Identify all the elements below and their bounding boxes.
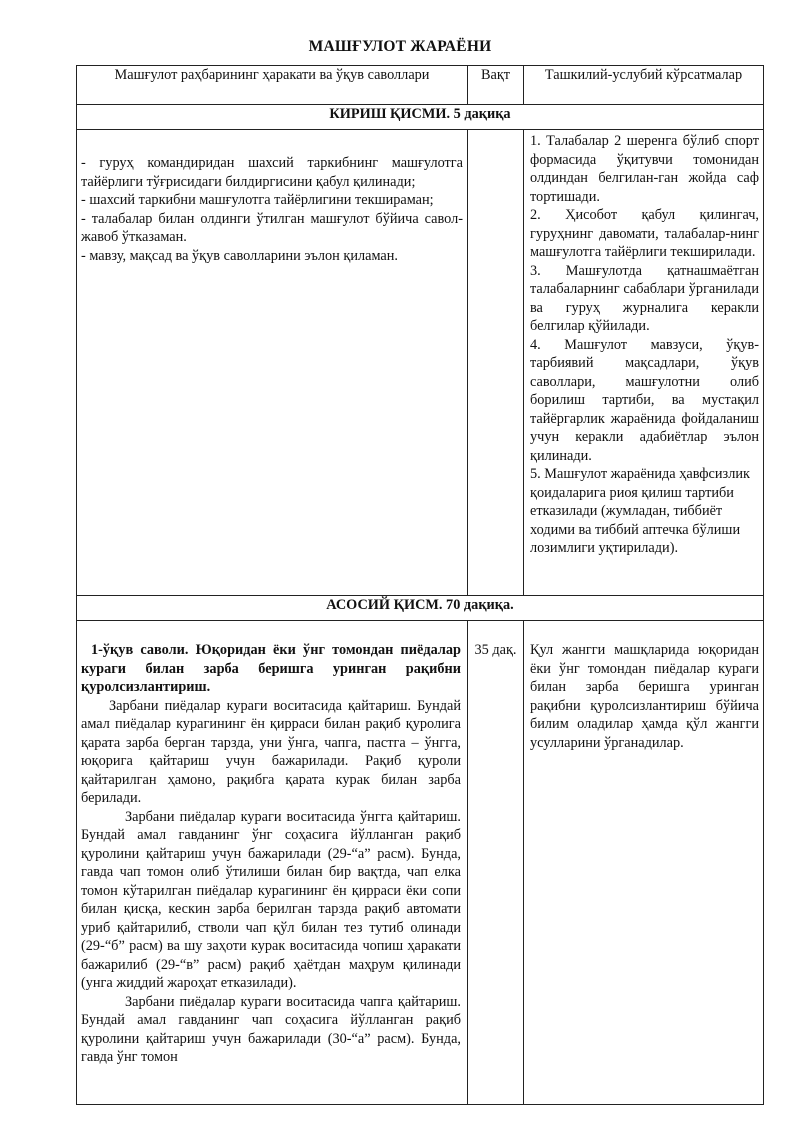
main-guidance-cell: [524, 621, 764, 1105]
section-intro-title: КИРИШ ҚИСМИ. 5 дақиқа: [77, 105, 764, 130]
intro-guidance-2: 2. Ҳисобот қабул қилингач, гуруҳнинг давомати, талабалар-нинг машғулотга тайёрлиги текширилади.: [530, 207, 759, 260]
lesson-table: [76, 65, 764, 1105]
section-intro-header: [77, 105, 764, 130]
main-content-cell: [77, 621, 468, 1105]
main-time-value: 35 дақ.: [474, 642, 517, 658]
header-guidance: Ташкилий-услубий кўрсатмалар: [524, 66, 764, 105]
intro-guidance-4: 4. Машғулот мавзуси, ўқув-тарбиявий мақсадлари, ўқув саволлари, машғулотни олиб борилиш тартиби, ва мустақил тайёргарлик жараёнида фойдаланиш учун керакли адабиётлар эълон қилинади.: [530, 336, 759, 464]
question-1-title: 1-ўқув саволи. Юқоридан ёки ўнг томондан пиёдалар кураги билан зарба беришга уринган рақибни қуролсизлантириш.: [81, 642, 461, 695]
intro-guidance-cell: [524, 130, 764, 596]
section-main-row: [77, 621, 764, 1105]
intro-action-4: - мавзу, мақсад ва ўқув саволларини эълон қиламан.: [81, 247, 399, 264]
intro-guidance-5: 5. Машғулот жараёнида ҳавфсизлик қоидаларига риоя қилиш тартиби етказилади (жумладан, тиббиёт ходими ва тиббий аптечка бўлиши лозимлиги уқтирилади).: [530, 466, 750, 556]
main-guidance-text: Қул жангги машқларида юқоридан ёки ўнг томондан пиёдалар кураги билан зарба беришга уринган рақибни қуролсизлантириш бўйича билим оладилар ҳамда қўл жангги усулларини ўрганадилар.: [530, 642, 759, 751]
header-time: Вақт: [468, 66, 524, 105]
header-actions: Машғулот раҳбарининг ҳаракати ва ўқув саволлари: [77, 66, 468, 105]
intro-action-2: - шахсий таркибни машғулотга тайёрлигини текшираман;: [81, 192, 434, 208]
intro-action-3: - талабалар билан олдинги ўтилган машғулот бўйича савол-жавоб ўтказаман.: [81, 210, 463, 245]
intro-time-cell: [468, 130, 524, 596]
main-time-cell: [468, 621, 524, 1105]
page-title: МАШҒУЛОТ ЖАРАЁНИ: [308, 38, 492, 55]
section-main-title: АСОСИЙ ҚИСМ. 70 дақиқа.: [77, 596, 764, 621]
main-paragraph-3: Зарбани пиёдалар кураги воситасида чапга қайтариш. Бундай амал гавданинг чап соҳасига йўлланган рақиб қуролини қайтариш учун бажарилади (30-“а” расм). Бунда, гавда ўнг томон: [81, 993, 461, 1065]
intro-guidance-1: 1. Талабалар 2 шеренга бўлиб спорт формасида ўқитувчи томонидан олдиндан белгилан-ган жойда саф тортишади.: [530, 133, 759, 205]
section-intro-row: [77, 130, 764, 596]
table-header-row: [77, 66, 764, 105]
main-paragraph-1: Зарбани пиёдалар кураги воситасида қайтариш. Бундай амал пиёдалар курагининг ён қирраси билан рақиб қуролига қарата зарба берган тарзда, уни ўнга, чапга, пастга – ўнгга, юқорига қайтариш учун бажарилади. Рақиб қуроли қайтарилган ҳамоно, рақибга қарата курак билан зарба берилади.: [81, 697, 461, 806]
main-paragraph-2: Зарбани пиёдалар кураги воситасида ўнгга қайтариш. Бундай амал гавданинг ўнг соҳасига йўлланган рақиб қуролини қайтариш учун бажарилади (29-“а” расм). Бунда, гавда чап томон олиб ўтилиши билан бир вақтда, чап елка томон кўтарилган пиёдалар курагининг ён қирраси ёки сопи билан қисқа, кескин зарба берилган тарзда рақиб автомати уриб қайтарилиб, стволи чап қўл билан тез тутиб олинади (29-“б” расм) ва шу заҳоти курак воситасида чопиш ҳаракати бажарилиб (29-“в” расм) рақиб ҳаётдан маҳрум қилинади (унга жиддий жароҳат етказилади).: [81, 808, 461, 991]
intro-guidance-3: 3. Машғулотда қатнашмаётган талабаларнинг сабаблари ўрганилади ва гуруҳ журналига керакли белгилар қўйилади.: [530, 262, 759, 334]
intro-action-1: - гуруҳ командиридан шахсий таркибнинг машғулотга тайёрлиги тўғрисидаги билдиргисини қабул қилинади;: [81, 155, 463, 190]
section-main-header: [77, 596, 764, 621]
intro-actions-cell: [77, 130, 468, 596]
